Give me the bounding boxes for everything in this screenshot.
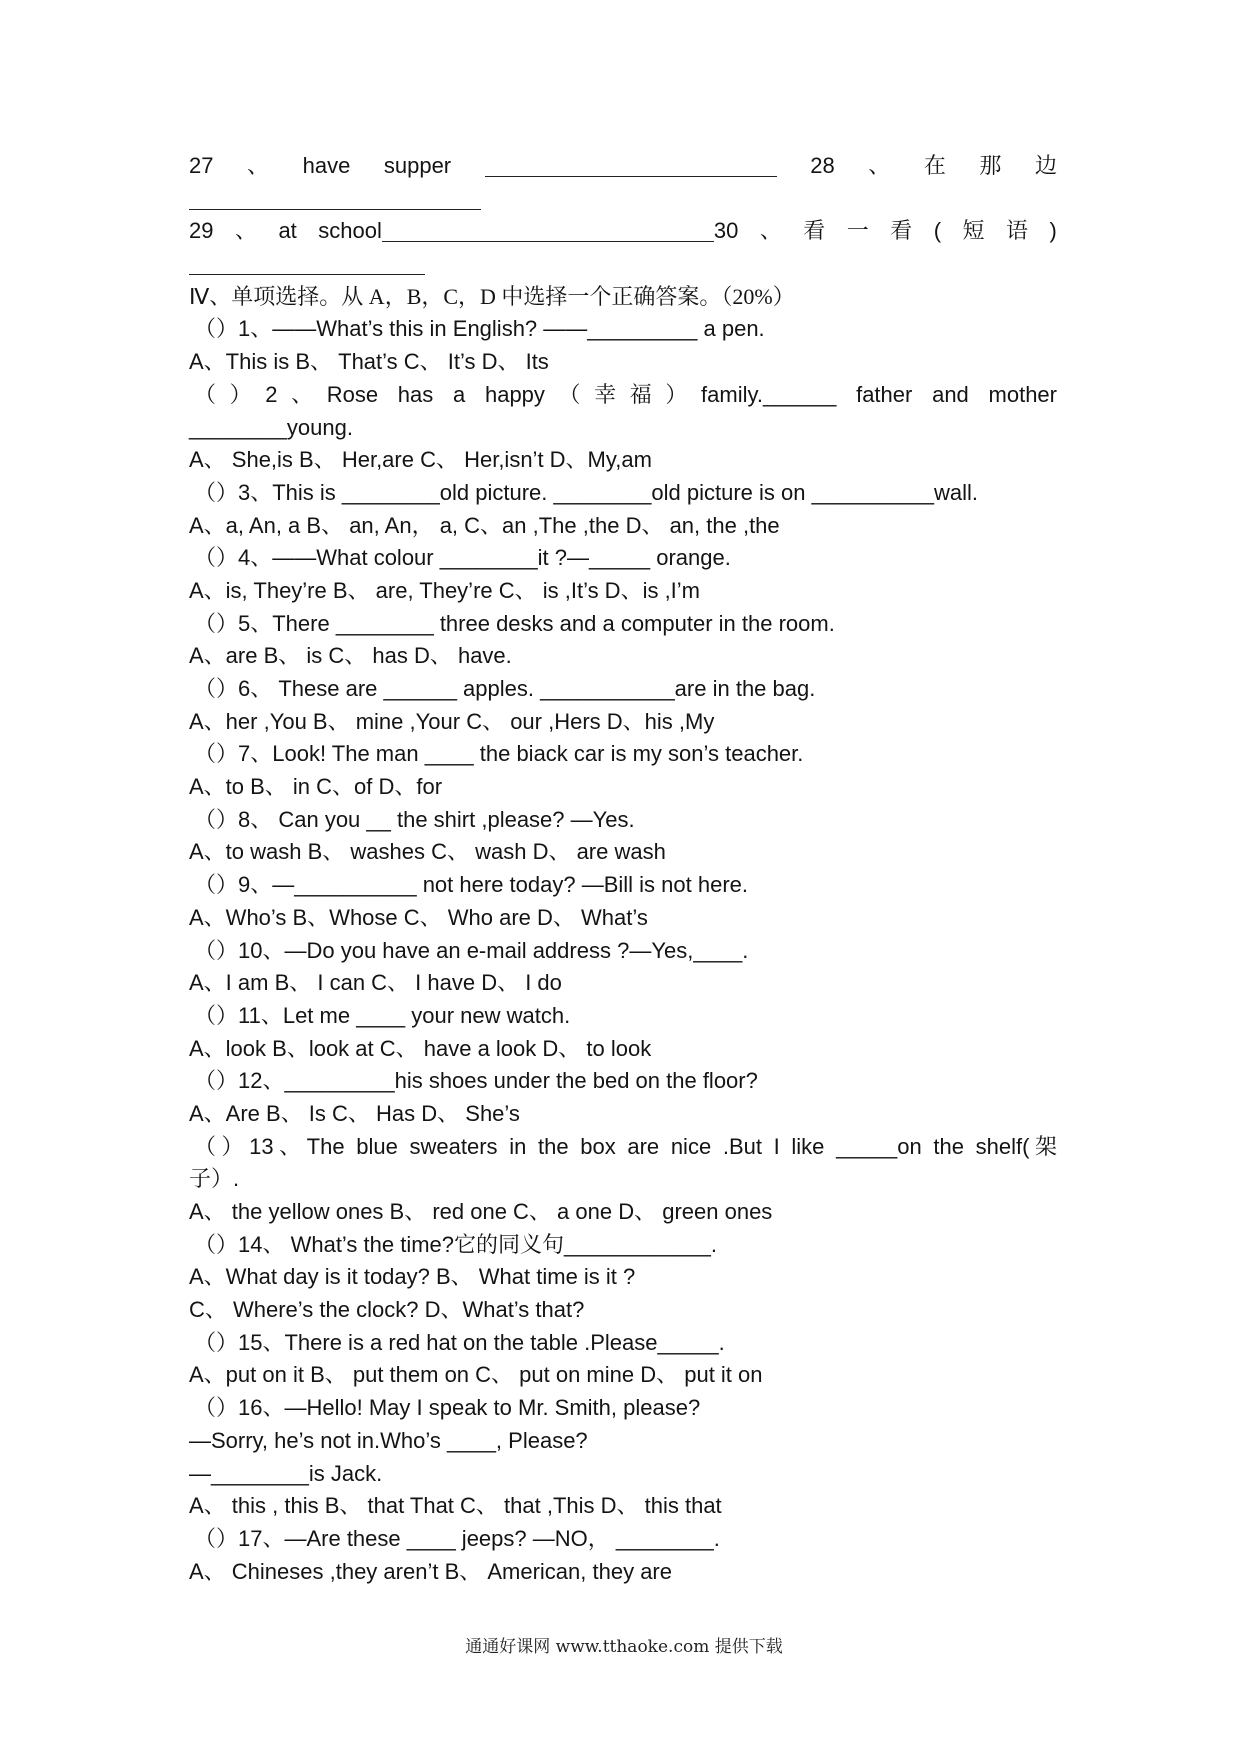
answer-options-6: A、her ,You B、 mine ,Your C、 our ,Hers D、his ,My [189, 708, 715, 734]
phrase-char: 短 [962, 218, 985, 244]
question-stem-17: （）17、—Are these ____ jeeps? —NO， ________. [194, 1525, 720, 1551]
answer-options-14: A、What day is it today? B、 What time is it ? [189, 1264, 636, 1290]
phrase-separator: 、 [868, 153, 891, 178]
answer-options-2: A、 She,is B、 Her,are C、 Her,isn’t D、My,am [189, 447, 652, 473]
phrase-word: at [278, 218, 297, 244]
question-stem-2: （）2、Rose has a happy（幸福）family.______ father and mother [194, 381, 1057, 407]
answer-options-14-cont: C、 Where’s the clock? D、What’s that? [189, 1297, 585, 1323]
phrase-blank-group [318, 215, 738, 248]
answer-options-3: A、a, An, a B、 an, An， a, C、an ,The ,the D、 an, the ,the [189, 512, 780, 538]
answer-options-4: A、is, They’re B、 are, They’re C、 is ,It’s D、is ,I’m [189, 577, 701, 603]
phrase-char: 看 [803, 218, 826, 244]
question-stem-16: （）16、—Hello! May I speak to Mr. Smith, please? [194, 1395, 701, 1421]
question-stem-12: （）12、_________his shoes under the bed on the floor? [194, 1068, 758, 1094]
question-stem-7: （）7、Look! The man ____ the biack car is my son’s teacher. [194, 741, 804, 767]
phrase-char: 语 [1006, 218, 1029, 244]
answer-options-17: A、 Chineses ,they aren’t B、 American, they are [189, 1558, 672, 1584]
answer-options-1: A、This is B、 That’s C、 It’s D、 Its [189, 349, 549, 375]
answer-blank [485, 156, 777, 177]
answer-options-13: A、 the yellow ones B、 red one C、 a one D、 green ones [189, 1199, 773, 1224]
question-stem-10: （）10、—Do you have an e-mail address ?—Yes,____. [194, 937, 749, 963]
phrase-number: 29 [189, 218, 214, 244]
phrase-char: 边 [1034, 153, 1057, 178]
question-stem-4: （）4、——What colour ________it ?—_____ orange. [194, 545, 731, 571]
question-stem-6: （）6、 These are ______ apples. ___________are in the bag. [194, 676, 816, 701]
footer-credit: 通通好课网 www.tthaoke.com 提供下载 [465, 1637, 783, 1657]
question-stem-15: （）15、There is a red hat on the table .Please_____. [194, 1329, 725, 1355]
phrase-char: 在 [923, 153, 946, 178]
answer-blank [189, 254, 425, 275]
section-heading: Ⅳ、单项选择。从 A，B，C，D 中选择一个正确答案。（20%） [189, 283, 795, 309]
answer-options-10: A、I am B、 I can C、 I have D、 I do [189, 970, 562, 996]
phrase-word: supper [383, 153, 452, 178]
question-stem-5: （）5、There ________ three desks and a computer in the room. [194, 610, 835, 636]
phrase-number: 27 [189, 153, 214, 178]
phrase-separator: 、 [247, 153, 270, 178]
question-stem-13: （）13、The blue sweaters in the box are nice .But I like _____on the shelf(架 [194, 1133, 1057, 1159]
question-stem-3: （）3、This is ________old picture. ________old picture is on __________wall. [194, 479, 978, 505]
question-stem-16-cont: —________is Jack. [189, 1460, 383, 1486]
phrase-char: 一 [846, 218, 869, 244]
phrase-word: have [302, 153, 351, 178]
question-stem-13-cont: 子）. [189, 1166, 240, 1192]
phrase-row-29-30 [189, 215, 1057, 248]
answer-options-9: A、Who’s B、Whose C、 Who are D、 What’s [189, 904, 648, 930]
question-stem-2-cont: ________young. [189, 414, 353, 440]
answer-options-8: A、to wash B、 washes C、 wash D、 are wash [189, 839, 666, 865]
answer-options-11: A、look B、look at C、 have a look D、 to look [189, 1035, 652, 1061]
answer-blank [382, 221, 714, 242]
question-stem-11: （）11、Let me ____ your new watch. [194, 1002, 571, 1028]
answer-blank-row [189, 183, 1057, 216]
exam-page [189, 150, 1057, 1588]
question-stem-1: （）1、——What’s this in English? ——_________ a pen. [194, 316, 765, 342]
answer-blank [189, 189, 481, 210]
question-stem-9: （）9、—__________ not here today? —Bill is not here. [194, 872, 748, 898]
phrase-char: ( [933, 218, 942, 244]
answer-options-5: A、are B、 is C、 has D、 have. [189, 643, 512, 669]
answer-options-16: A、 this , this B、 that That C、 that ,This D、 this that [189, 1493, 722, 1519]
phrase-char: ) [1049, 218, 1057, 244]
phrase-char: 看 [890, 218, 913, 244]
question-stem-14: （）14、 What’s the time?它的同义句____________. [194, 1231, 717, 1257]
phrase-number: 28 [810, 153, 835, 178]
question-stem-16-cont: —Sorry, he’s not in.Who’s ____, Please? [189, 1427, 588, 1453]
phrase-number: 30 [713, 218, 739, 244]
answer-options-15: A、put on it B、 put them on C、 put on mine D、 put it on [189, 1362, 763, 1388]
answer-options-7: A、to B、 in C、of D、for [189, 774, 443, 800]
phrase-char: 那 [979, 153, 1002, 178]
answer-options-12: A、Are B、 Is C、 Has D、 She’s [189, 1100, 520, 1126]
answer-blank-row [189, 248, 1057, 281]
phrase-word: school [318, 218, 382, 244]
question-stem-8: （）8、 Can you __ the shirt ,please? —Yes. [194, 806, 635, 832]
phrase-separator: 、 [759, 218, 782, 244]
phrase-separator: 、 [234, 218, 257, 244]
phrase-row-27-28 [189, 150, 1057, 183]
